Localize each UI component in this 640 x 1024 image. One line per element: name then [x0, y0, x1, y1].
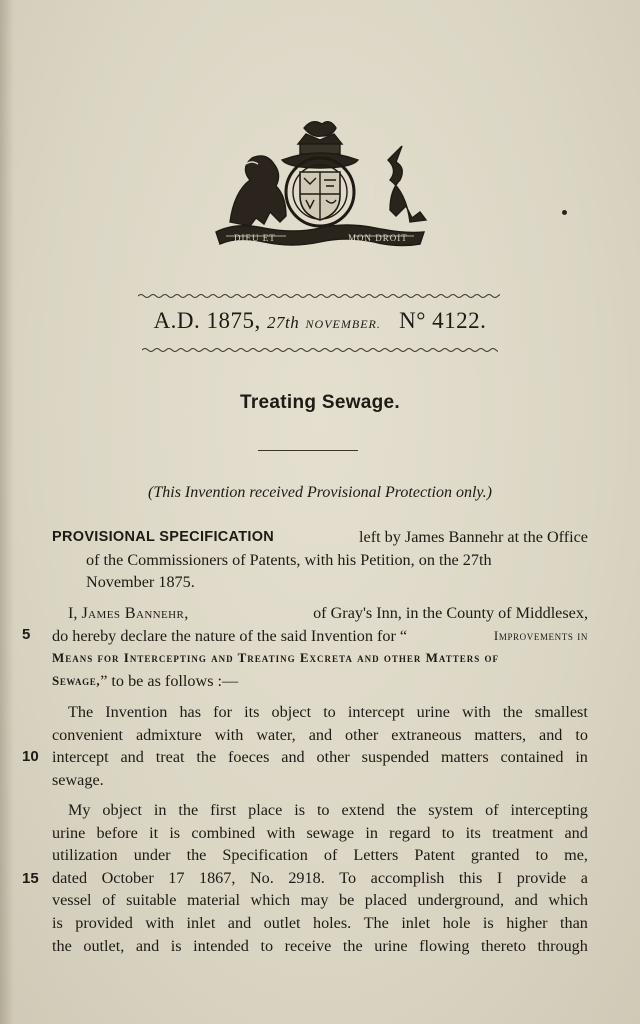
word: and: [120, 748, 144, 767]
word: in: [153, 801, 167, 819]
word: and: [281, 748, 305, 767]
word: the: [502, 703, 523, 721]
word: Specification: [222, 846, 308, 865]
text-line: [52, 912, 588, 935]
word: of: [485, 801, 499, 819]
text-span: left by James Bannehr at the Office: [359, 528, 588, 546]
ornamental-rule-bottom: [142, 346, 498, 354]
text-line: [52, 571, 588, 594]
word: the: [196, 748, 217, 767]
method-paragraph: [52, 799, 588, 957]
word: holes.: [312, 913, 352, 932]
word: inlet: [186, 913, 216, 932]
word: urine: [416, 703, 450, 721]
word: treatment: [492, 823, 554, 842]
text-line: [52, 724, 588, 747]
word: other: [345, 725, 379, 744]
text-span: I,: [68, 604, 78, 622]
word: outlet,: [83, 936, 125, 955]
word: under: [133, 846, 171, 865]
word: receive: [284, 936, 332, 955]
text-line: [52, 526, 588, 549]
word: its: [465, 823, 481, 842]
text-line: [52, 799, 588, 822]
word: to: [323, 703, 336, 721]
word: system: [428, 801, 474, 819]
word: its: [244, 703, 260, 721]
text-line: [52, 867, 588, 890]
word: the: [178, 801, 199, 819]
word: and: [514, 891, 538, 910]
word: The: [363, 913, 389, 932]
word: is: [294, 801, 306, 819]
word: is: [52, 913, 63, 932]
word: urine: [374, 936, 408, 955]
word: vessel: [52, 891, 92, 910]
word: in: [575, 748, 588, 767]
word: The: [68, 703, 94, 721]
text-line: [52, 889, 588, 912]
text-span: November 1875.: [86, 573, 195, 592]
text-line: [52, 746, 588, 769]
word: may: [300, 891, 329, 910]
motto-left-text: DIEU ET: [234, 233, 276, 243]
word: urine: [52, 823, 86, 842]
text-line: [52, 935, 588, 958]
provisional-heading: PROVISIONAL SPECIFICATION: [52, 529, 275, 545]
word: dated: [52, 868, 88, 887]
word: object: [102, 801, 142, 819]
text-span: [68, 602, 189, 625]
word: to: [260, 936, 274, 955]
word: 2918.: [288, 868, 325, 887]
text-span: of Gray's Inn, in the County of Middlesex,: [313, 604, 588, 622]
word: matters,: [474, 725, 527, 744]
word: a: [580, 868, 588, 887]
word: material: [186, 891, 240, 910]
invention-title-part: Sewage,: [52, 672, 101, 688]
word: 17: [168, 868, 185, 887]
word: Letters: [353, 846, 399, 865]
provisional-paragraph: [52, 526, 588, 594]
word: to: [535, 846, 549, 865]
word: is: [170, 936, 182, 955]
invention-title-part: Improvements in: [493, 627, 588, 643]
word: the: [186, 846, 207, 865]
word: is: [169, 823, 181, 842]
margin-line-number: 5: [22, 626, 31, 643]
title-rule: [258, 450, 358, 451]
word: to: [441, 823, 455, 842]
word: for: [213, 703, 232, 721]
word: the: [396, 801, 417, 819]
ink-speck: [562, 210, 567, 215]
word: higher: [506, 913, 548, 932]
word: provided: [75, 913, 133, 932]
word: My: [68, 801, 91, 819]
word: 1867,: [198, 868, 236, 887]
word: extend: [341, 801, 385, 819]
header-ad-year: A.D. 1875,: [153, 308, 261, 333]
word: the: [342, 936, 363, 955]
word: first: [210, 801, 237, 819]
word: thereto: [481, 936, 526, 955]
word: and: [135, 936, 160, 955]
word: intended: [193, 936, 249, 955]
intro-paragraph: [52, 602, 588, 692]
word: and: [308, 725, 333, 744]
word: through: [537, 936, 588, 955]
word: combined: [191, 823, 256, 842]
word: me,: [564, 846, 588, 865]
word: has: [179, 703, 202, 721]
word: and: [539, 725, 563, 744]
word: matters: [440, 748, 489, 767]
word: with: [266, 823, 296, 842]
word: before: [96, 823, 138, 842]
header-date: 27th: [267, 313, 300, 332]
word: of: [102, 891, 116, 910]
word: accomplish: [370, 868, 445, 887]
word: other: [316, 748, 350, 767]
word: water,: [256, 725, 296, 744]
margin-line-number: 10: [22, 748, 39, 765]
word: I: [496, 868, 503, 887]
word: intercept: [52, 748, 109, 767]
text-span: of the Commissioners of Patents, with his Petition, on the 27th: [86, 550, 492, 569]
word: to: [316, 801, 330, 819]
word: which: [250, 891, 291, 910]
text-line: [52, 701, 588, 724]
text-line: [52, 602, 588, 625]
text-span: ” to be as follows :—: [100, 671, 239, 690]
text-line: [52, 670, 588, 693]
word: this: [458, 868, 483, 887]
text-line: [52, 647, 588, 670]
word: of: [323, 846, 338, 865]
word: it: [149, 823, 159, 842]
object-paragraph: [52, 701, 588, 791]
word: suspended: [361, 748, 430, 767]
header-month: NOVEMBER.: [305, 317, 381, 331]
ornamental-rule-top: [138, 292, 500, 300]
word: smallest: [534, 703, 588, 721]
text-line: [52, 822, 588, 845]
word: placed: [364, 891, 408, 910]
word: convenient: [52, 725, 124, 744]
word: is: [482, 913, 494, 932]
word: Patent: [414, 846, 455, 865]
word: be: [338, 891, 355, 910]
inventor-name: James Bannehr,: [81, 604, 189, 622]
word: To: [339, 868, 357, 887]
word: underground,: [417, 891, 505, 910]
text-line: [52, 549, 588, 572]
word: admixture: [136, 725, 202, 744]
text-line: sewage.: [52, 770, 104, 789]
patent-number: N° 4122.: [399, 308, 487, 333]
word: suitable: [126, 891, 177, 910]
word: object: [271, 703, 312, 721]
word: place: [248, 801, 283, 819]
word: granted: [470, 846, 520, 865]
word: treat: [155, 748, 185, 767]
word: foeces: [228, 748, 270, 767]
text-line: [52, 625, 588, 648]
word: in: [365, 823, 378, 842]
word: with: [214, 725, 244, 744]
word: intercepting: [510, 801, 588, 819]
page-edge-shadow: [0, 0, 14, 1024]
word: outlet: [263, 913, 301, 932]
word: with: [145, 913, 175, 932]
text-span: do hereby declare the nature of the said Invention for “: [52, 626, 408, 645]
word: flowing: [419, 936, 470, 955]
document-title: Treating Sewage.: [239, 392, 401, 413]
word: than: [560, 913, 588, 932]
word: and: [564, 823, 588, 842]
word: and: [227, 913, 252, 932]
margin-line-number: 15: [22, 870, 39, 887]
text-line: [52, 844, 588, 867]
motto-right-text: MON DROIT: [348, 233, 408, 243]
word: regard: [389, 823, 431, 842]
word: extraneous: [391, 725, 462, 744]
word: contained: [500, 748, 564, 767]
word: No.: [249, 868, 274, 887]
royal-coat-of-arms: [212, 114, 428, 250]
word: with: [462, 703, 491, 721]
patent-header: [0, 308, 640, 334]
word: which: [548, 891, 588, 910]
word: Invention: [105, 703, 168, 721]
word: the: [52, 936, 72, 955]
word: hole: [442, 913, 471, 932]
word: sewage: [306, 823, 355, 842]
word: to: [575, 725, 588, 744]
word: inlet: [401, 913, 431, 932]
word: utilization: [52, 846, 118, 865]
word: provide: [516, 868, 567, 887]
word: intercept: [347, 703, 405, 721]
word: October: [101, 868, 154, 887]
protection-note: (This Invention received Provisional Protection only.): [148, 484, 492, 501]
invention-title-part: Means for Intercepting and Treating Excreta and other Matters of: [52, 650, 499, 666]
